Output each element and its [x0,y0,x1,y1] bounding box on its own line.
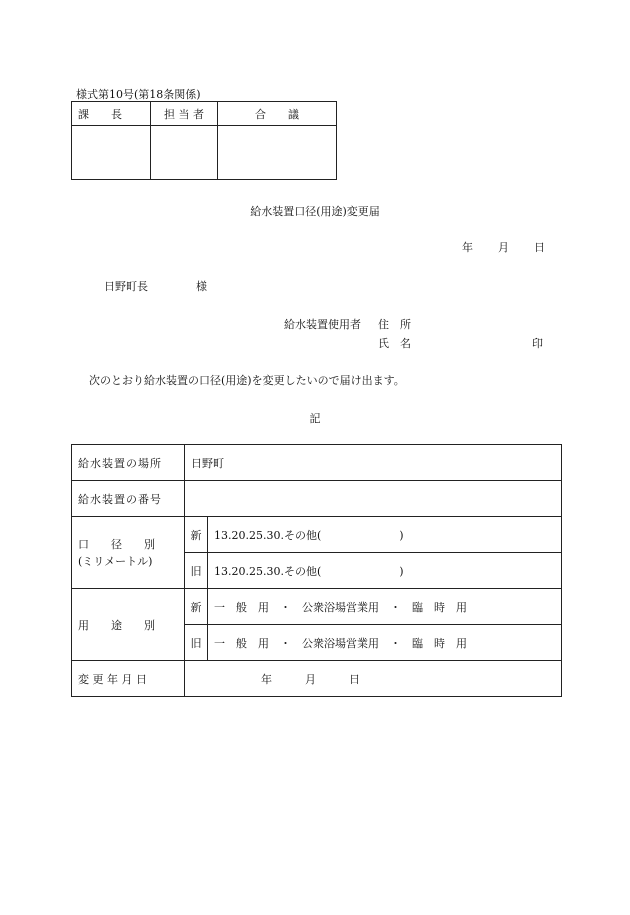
ki-mark: 記 [309,412,321,425]
diameter-old-close: ) [399,564,404,578]
body-text: 次のとおり給水装置の口径(用途)を変更したいので届け出ます。 [89,374,405,387]
applicant-name-label: 氏 名 [378,337,411,350]
approval-header-chief: 課 長 [72,102,151,126]
row-usage-new [72,589,562,625]
applicant-address-label: 住 所 [378,318,411,331]
usage-new-label: 新 [185,589,208,625]
location-value[interactable]: 日野町 [185,445,562,481]
date-month: 月 [498,241,509,254]
change-date-value[interactable]: 年 月 日 [185,661,562,697]
addressee-honorific: 様 [196,280,207,293]
approval-table [71,101,337,180]
diameter-unit: (ミリメートル) [78,554,153,568]
date-day: 日 [534,241,545,254]
diameter-new-text: 13.20.25.30.その他( [214,528,322,542]
date-year: 年 [462,241,473,254]
usage-old-options[interactable]: 一 般 用 ・ 公衆浴場営業用 ・ 臨 時 用 [208,625,562,661]
diameter-new-options[interactable] [208,517,562,553]
diameter-new-close: ) [399,528,404,542]
details-table [71,444,562,697]
number-value[interactable] [185,481,562,517]
row-diameter-new [72,517,562,553]
seal-mark: 印 [532,337,543,350]
location-label: 給水装置の場所 [72,445,185,481]
applicant-label: 給水装置使用者 [284,318,361,331]
approval-header-staff: 担 当 者 [151,102,218,126]
diameter-old-label: 旧 [185,553,208,589]
form-number: 様式第10号(第18条関係) [76,88,201,101]
approval-stamp-staff[interactable] [151,126,218,180]
row-location [72,445,562,481]
row-number [72,481,562,517]
diameter-label-cell [72,517,185,589]
addressee-name: 日野町長 [104,280,148,293]
document-title: 給水装置口径(用途)変更届 [250,205,380,218]
diameter-new-label: 新 [185,517,208,553]
approval-header-council: 合 議 [218,102,337,126]
diameter-old-text: 13.20.25.30.その他( [214,564,322,578]
diameter-label: 口 径 別 [78,537,155,551]
number-label: 給水装置の番号 [72,481,185,517]
row-change-date [72,661,562,697]
approval-stamp-council[interactable] [218,126,337,180]
change-date-label: 変 更 年 月 日 [72,661,185,697]
usage-label: 用 途 別 [72,589,185,661]
approval-stamp-chief[interactable] [72,126,151,180]
usage-old-label: 旧 [185,625,208,661]
usage-new-options[interactable]: 一 般 用 ・ 公衆浴場営業用 ・ 臨 時 用 [208,589,562,625]
diameter-old-options[interactable] [208,553,562,589]
